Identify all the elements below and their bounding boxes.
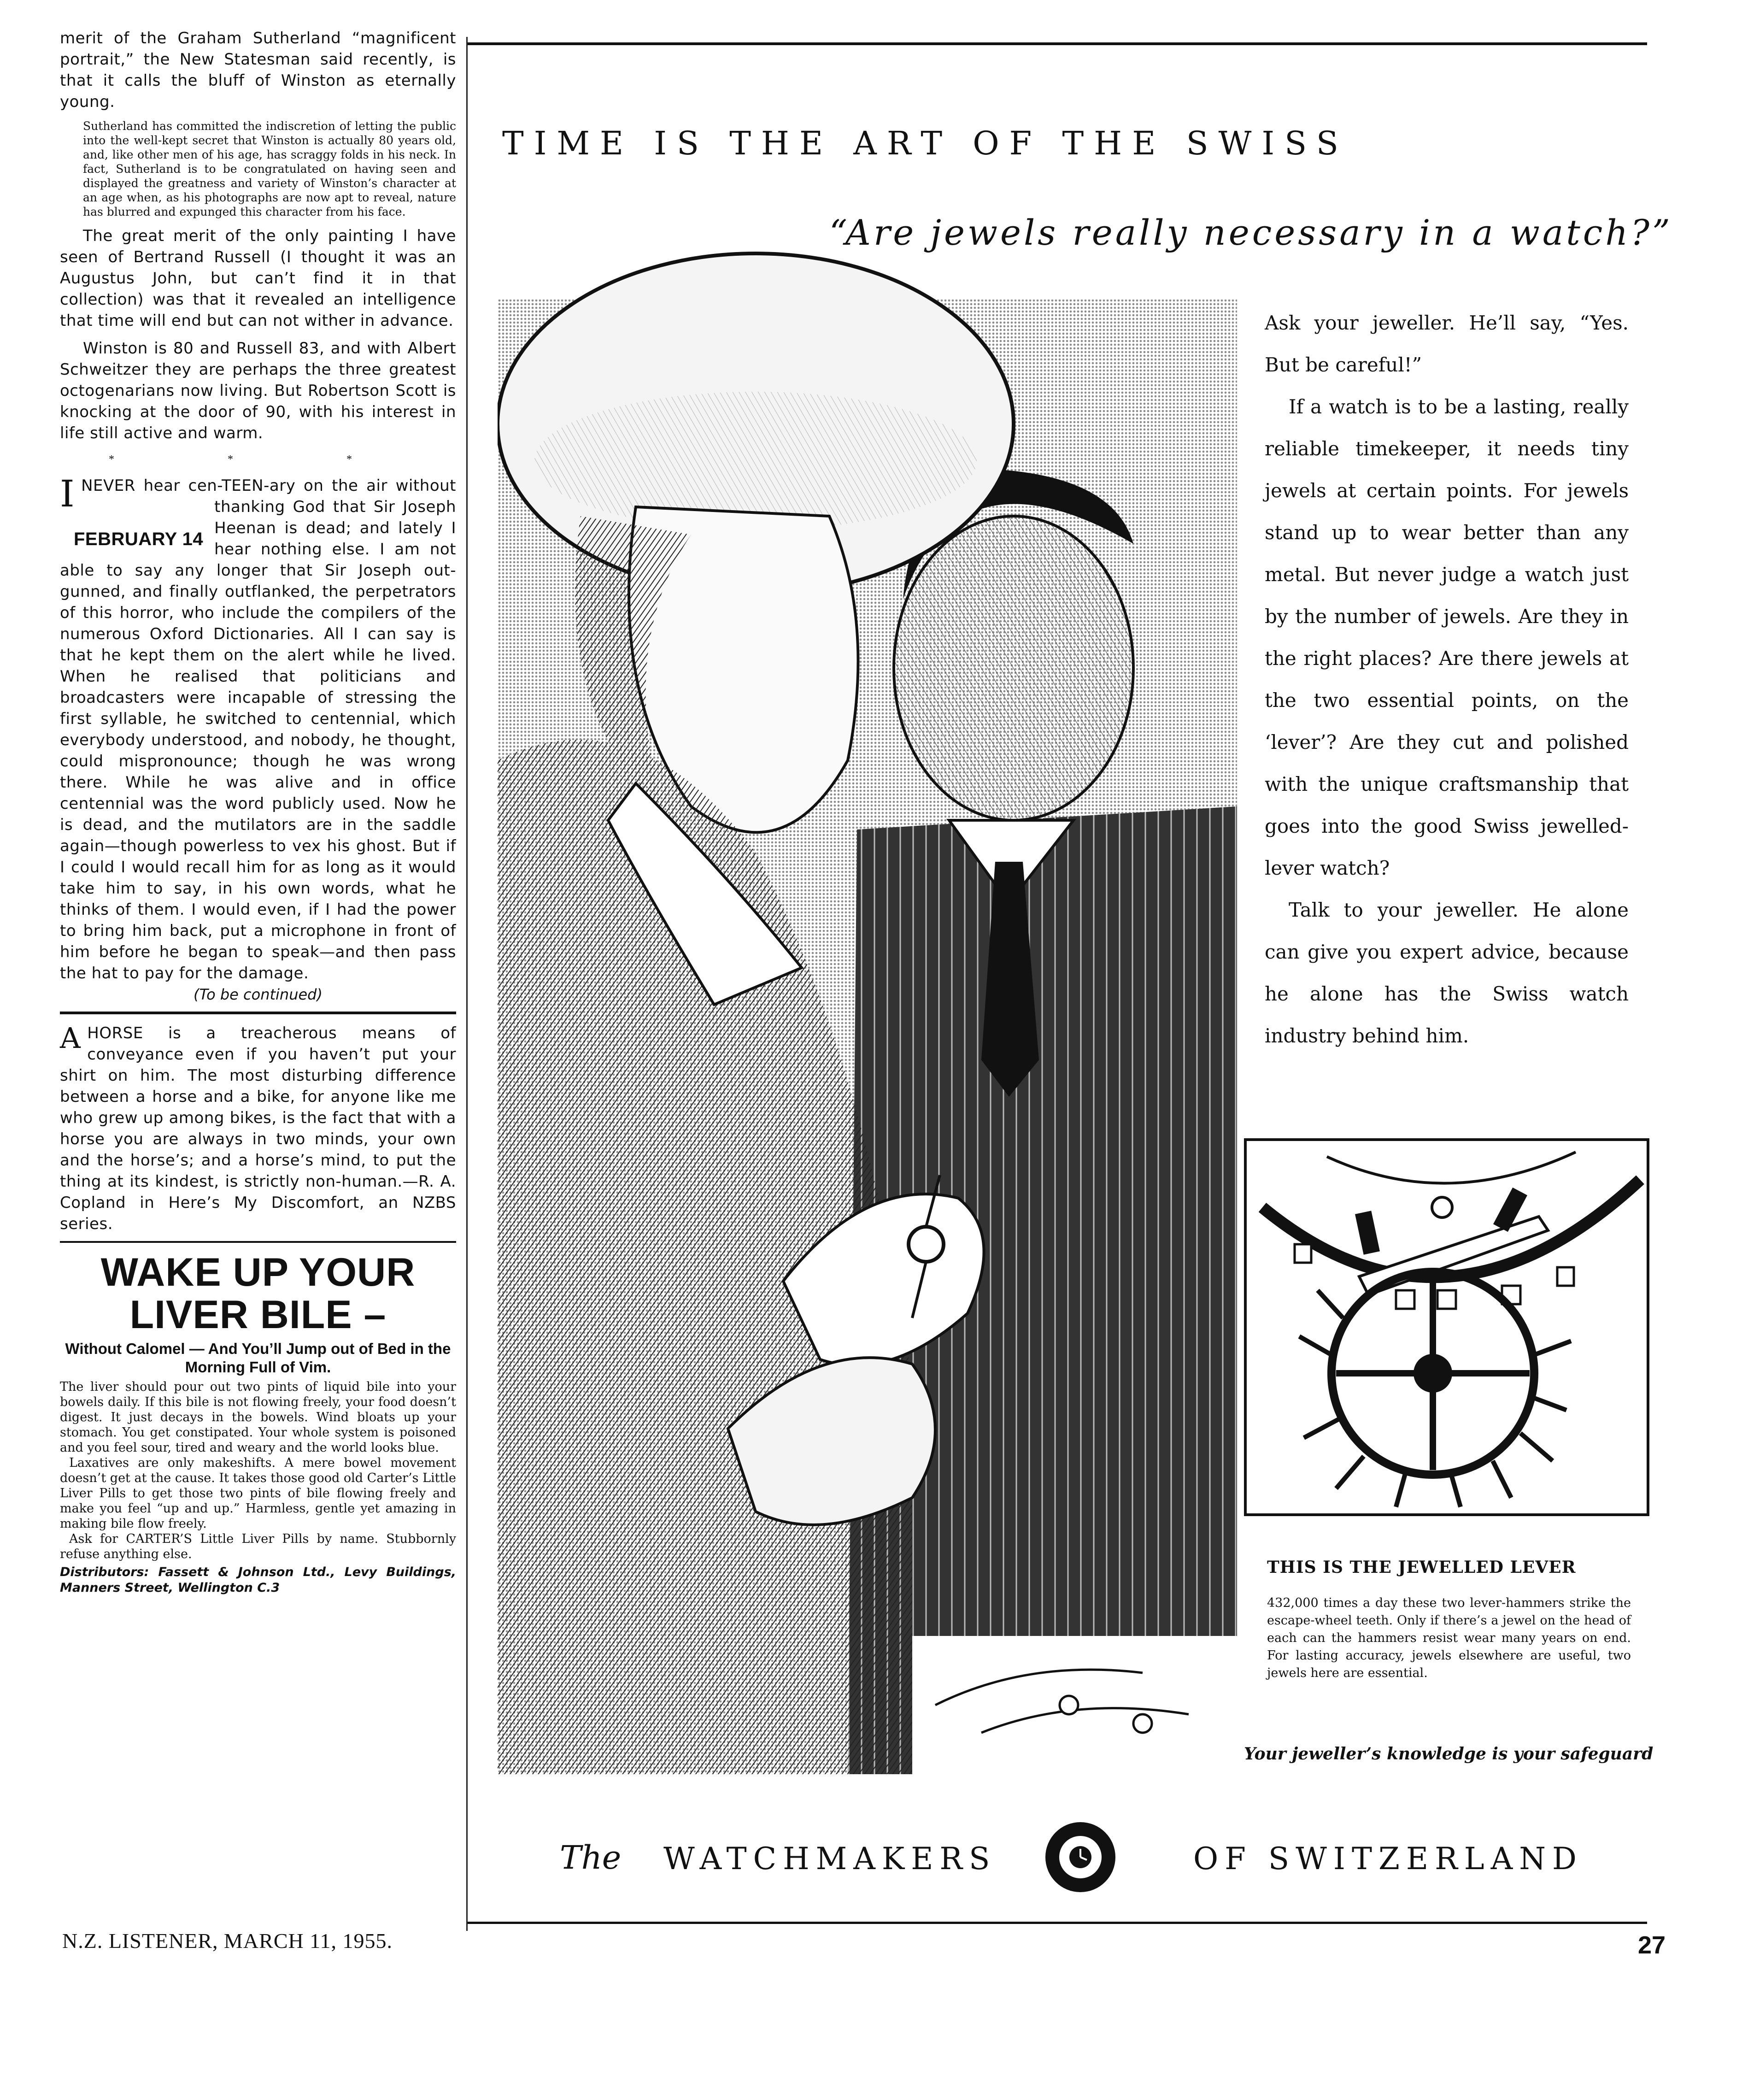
diagram-caption: 432,000 times a day these two lever-hammers strike the escape-wheel teeth. Only if there’s a jewel on the head of each can the hammers resist wear many years on end. For lasting accuracy, jewels elsewhere are useful, two jewels here are essential. [1267,1596,1631,1680]
ad-bottom-rule [468,1922,1647,1924]
signature-watchmakers: WATCHMAKERS [663,1841,997,1876]
ad-copy [1265,302,1629,1057]
diagram-caption-title: THIS IS THE JEWELLED LEVER [1267,1558,1576,1577]
ad-body: Ask for CARTER’S Little Liver Pills by name. Stubbornly refuse anything else. [60,1532,456,1561]
article-paragraph: NEVER hear cen-TEEN-ary on the air without thanking God that Sir Joseph Heenan is dead; and lately I hear nothing else. I am not able to say any longer that Sir Joseph out-gunned, and finally outflanked, the perpetrators of this horror, who include the compilers of the numerous Oxford Dictionaries. All I can say is that he kept them on the alert while he lived. When he realised that politicians and broadcasters were incapable of stressing the first syllable, he switched to centennial, which everybody understood, and nobody, he thought, could mispronounce; though he was wrong there. While he was alive and in office centennial was the word publicly used. Now he is dead, and the mutilators are in the saddle again—though powerless to vex his ghost. But if I could I would recall him for as long as it would take him to say, in his own words, what he thinks of them. I would even, if I had the power to bring him back, put a microphone in front of him before he began to speak—and then pass the hat to pay for the damage. [60,476,456,982]
ad-copy-paragraph: If a watch is to be a lasting, really reliable timekeeper, it needs tiny jewels at certain points. For jewels stand up to wear better than any metal. But never judge a watch just by the number of jewels. Are they in the right places? Are there jewels at the two essential points, on the ‘lever’? Are they cut and polished with the unique craftsmanship that goes into the good Swiss jewelled-lever watch? [1265,395,1629,879]
article-section [60,472,456,984]
divider-rule [60,1012,456,1014]
section-divider: * * * [109,453,407,465]
ad-headline: “Are jewels really necessary in a watch?” [829,212,1673,253]
page-number: 27 [1638,1931,1666,1959]
drop-cap: I [60,472,75,515]
jeweller-illustration [498,184,1237,1774]
ad-body: Laxatives are only makeshifts. A mere bowel movement doesn’t get at the cause. It takes those good old Carter’s Little Liver Pills to get those two pints of bile flowing freely and make you feel “up and up.” Harmless, gentle yet amazing in making bile flow freely. [60,1456,456,1531]
column-separator [466,37,468,1931]
publication-footer: N.Z. LISTENER, MARCH 11, 1955. [62,1929,393,1953]
signature-the: The [560,1839,622,1876]
ad-distributors: Distributors: Fassett & Johnson Ltd., Levy Buildings, Manners Street, Wellington C.3 [60,1565,456,1595]
swiss-federation-seal-icon [1044,1820,1117,1894]
liver-pills-ad [60,1251,456,1596]
article-paragraph: merit of the Graham Sutherland “magnificent portrait,” the New Statesman said recently, is that it calls the bluff of Winston as eternally young. [60,29,456,111]
ad-headline: LIVER BILE – [129,1293,387,1337]
signature-switzerland: OF SWITZERLAND [1193,1841,1583,1876]
to-be-continued: (To be continued) [194,986,323,1003]
article-paragraph: Winston is 80 and Russell 83, and with Albert Schweitzer they are perhaps the three greatest octogenarians now living. But Robertson Scott is knocking at the door of 90, with his interest in life still active and warm. [60,339,456,442]
ad-copy-paragraph: Talk to your jeweller. He alone can give you expert advice, because he alone has the Swiss watch industry behind him. [1265,899,1629,1047]
date-heading: FEBRUARY 14 [74,529,204,549]
ad-kicker: TIME IS THE ART OF THE SWISS [502,124,1349,162]
article-paragraph: The great merit of the only painting I have seen of Bertrand Russell (I thought it was an Augustus John, but can’t find it in that collection) was that it revealed an intelligence that time will end but can not wither in advance. [60,227,456,330]
filler-text: HORSE is a treacherous means of conveyance even if you haven’t put your shirt on him. The most disturbing difference between a horse and a bike, for anyone like me who grew up among bikes, is the fact that with a horse you are always in two minds, your own and the horse’s; and a horse’s mind, to put the thing at its kindest, is strictly non-human.—R. A. Copland in Here’s My Discomfort, an NZBS series. [60,1024,456,1233]
ad-headline: WAKE UP YOUR [100,1250,416,1294]
divider-rule [60,1241,456,1243]
ad-tagline: Your jeweller’s knowledge is your safeguard [1244,1744,1654,1764]
ad-top-rule [468,42,1647,45]
ad-copy-paragraph: Ask your jeweller. He’ll say, “Yes. But be careful!” [1265,312,1629,376]
ad-subhead: Without Calomel — And You’ll Jump out of Bed in the Morning Full of Vim. [65,1340,451,1376]
filler-item [60,1023,456,1235]
drop-cap: A [60,1021,81,1055]
left-column [60,28,456,1922]
article-quote: Sutherland has committed the indiscretion of letting the public into the well-kept secret that Winston is actually 80 years old, and, like other men of his age, has scraggy folds in his neck. In fact, Sutherland is to be congratulated on having seen and displayed the greatness and variety of Winston’s character at an age when, as his photographs are now apt to reveal, nature has blurred and expunged this character from his face. [83,119,456,218]
jewelled-lever-diagram [1244,1138,1649,1516]
ad-body: The liver should pour out two pints of liquid bile into your bowels daily. If this bile is not flowing freely, your food doesn’t digest. It just decays in the bowels. Wind bloats up your stomach. You get constipated. Your whole system is poisoned and you feel sour, tired and weary and the world looks blue. [60,1380,456,1455]
